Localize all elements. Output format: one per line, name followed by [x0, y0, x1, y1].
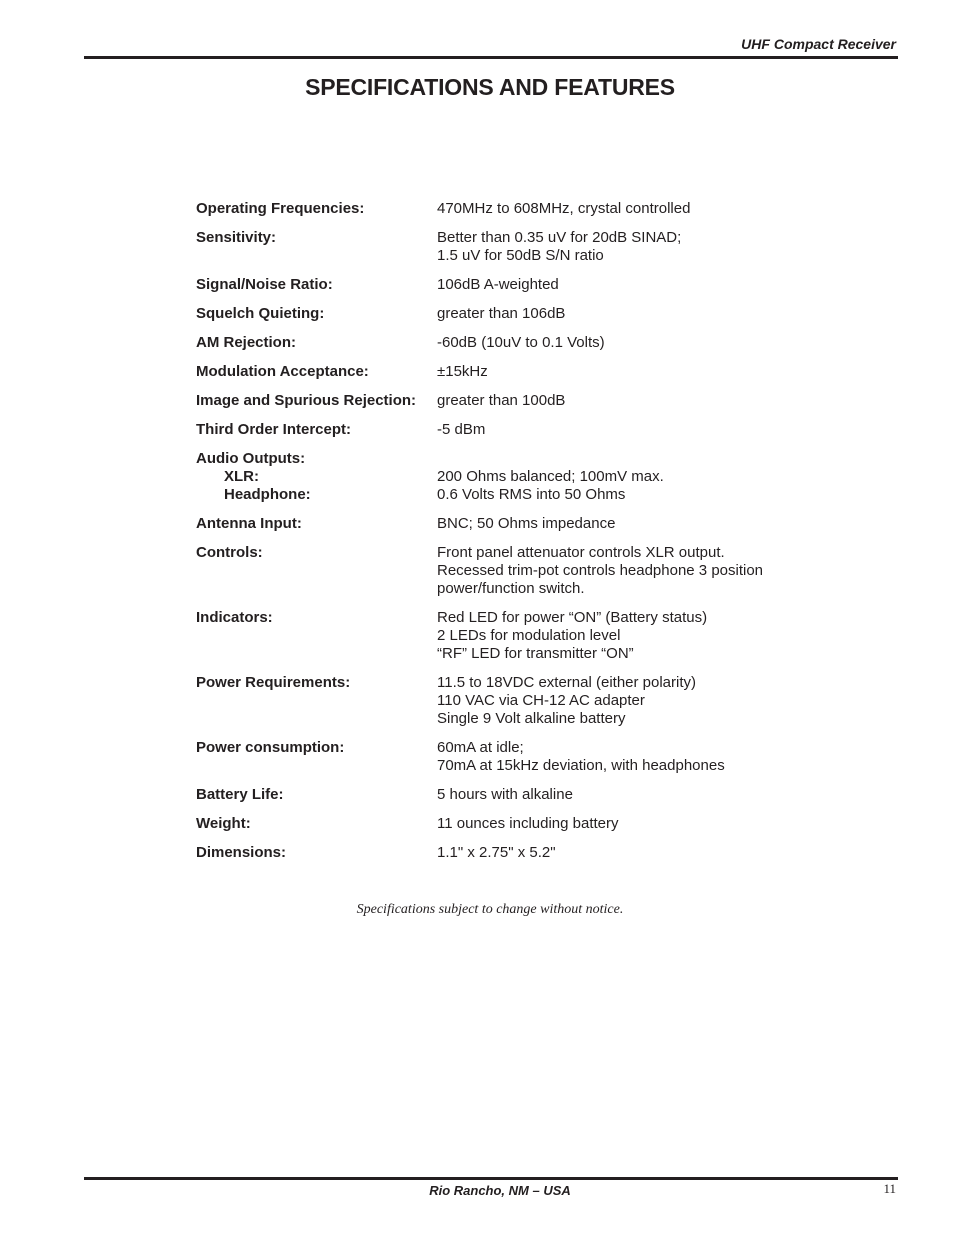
- spec-value: [437, 786, 816, 804]
- spec-value-line: 5 hours with alkaline: [437, 786, 573, 803]
- spec-row-signal-noise: [196, 276, 816, 294]
- spec-row-controls: [196, 544, 816, 598]
- footer-location: Rio Rancho, NM – USA: [429, 1183, 571, 1198]
- header-rule: [84, 56, 898, 59]
- page-number: 11: [883, 1181, 896, 1196]
- spec-row-power-requirements: [196, 674, 816, 728]
- xlr-value: 200 Ohms balanced; 100mV max.: [437, 468, 664, 485]
- spec-value-line: power/function switch.: [437, 580, 585, 597]
- spec-value: [437, 815, 816, 833]
- spec-label: Image and Spurious Rejection:: [196, 392, 417, 409]
- spec-label: Third Order Intercept:: [196, 421, 352, 438]
- spec-value-line: Recessed trim-pot controls headphone 3 position: [437, 562, 764, 579]
- spec-row-audio-outputs: [196, 450, 816, 504]
- spec-label: Power consumption:: [196, 739, 345, 756]
- spec-row-operating-frequencies: [196, 200, 816, 218]
- spec-value: [437, 229, 816, 265]
- spec-label: Sensitivity:: [196, 229, 277, 246]
- spec-label: AM Rejection:: [196, 334, 297, 351]
- spec-row-sensitivity: [196, 229, 816, 265]
- spec-row-third-order: [196, 421, 816, 439]
- spec-value: [437, 544, 816, 598]
- spec-value-line: Single 9 Volt alkaline battery: [437, 710, 626, 727]
- spec-value-line: -5 dBm: [437, 421, 486, 438]
- spec-value: [437, 674, 816, 728]
- spec-row-modulation: [196, 363, 816, 381]
- spec-label: [196, 450, 437, 504]
- spec-row-antenna: [196, 515, 816, 533]
- spec-row-am-rejection: [196, 334, 816, 352]
- spec-value-line: 1.1" x 2.75" x 5.2": [437, 844, 556, 861]
- spec-value: [437, 392, 816, 410]
- spec-value: [437, 739, 816, 775]
- spec-row-squelch: [196, 305, 816, 323]
- spec-label: Battery Life:: [196, 786, 284, 803]
- spec-label: Controls:: [196, 544, 263, 561]
- spec-value: [437, 334, 816, 352]
- spec-value: [437, 844, 816, 862]
- spec-label: Operating Frequencies:: [196, 200, 365, 217]
- spec-value-line: -60dB (10uV to 0.1 Volts): [437, 334, 605, 351]
- spec-value-line: 11 ounces including battery: [437, 815, 619, 832]
- spec-value-line: 470MHz to 608MHz, crystal controlled: [437, 200, 691, 217]
- spec-value-line: Better than 0.35 uV for 20dB SINAD;: [437, 229, 682, 246]
- spec-row-power-consumption: [196, 739, 816, 775]
- headphone-value: 0.6 Volts RMS into 50 Ohms: [437, 486, 626, 503]
- spec-value: [437, 609, 816, 663]
- footer-rule: [84, 1177, 898, 1180]
- running-header: UHF Compact Receiver: [741, 36, 896, 52]
- spec-row-weight: [196, 815, 816, 833]
- page-title: SPECIFICATIONS AND FEATURES: [305, 74, 675, 100]
- spec-label: Antenna Input:: [196, 515, 302, 532]
- spec-value: [437, 450, 816, 504]
- spec-label: Weight:: [196, 815, 251, 832]
- spec-value-line: 11.5 to 18VDC external (either polarity): [437, 674, 697, 691]
- spec-label: Indicators:: [196, 609, 273, 626]
- specifications-table: [196, 200, 816, 873]
- spec-value: [437, 421, 816, 439]
- spec-label: Power Requirements:: [196, 674, 351, 691]
- spec-value-line: Red LED for power “ON” (Battery status): [437, 609, 708, 626]
- spec-value-line: greater than 100dB: [437, 392, 566, 409]
- spec-row-image-rejection: [196, 392, 816, 410]
- headphone-label: Headphone:: [224, 486, 311, 503]
- spec-value-line: 110 VAC via CH-12 AC adapter: [437, 692, 645, 709]
- spec-label: Signal/Noise Ratio:: [196, 276, 333, 293]
- change-notice: Specifications subject to change without notice.: [356, 902, 624, 917]
- spec-value: [437, 515, 816, 533]
- spec-value-line: 2 LEDs for modulation level: [437, 627, 621, 644]
- spec-value-spacer: [437, 450, 816, 468]
- spec-value-line: 1.5 uV for 50dB S/N ratio: [437, 247, 604, 264]
- spec-value-line: ±15kHz: [437, 363, 488, 380]
- spec-value: [437, 363, 816, 381]
- spec-label: Dimensions:: [196, 844, 287, 861]
- spec-row-indicators: [196, 609, 816, 663]
- spec-value-line: 106dB A-weighted: [437, 276, 559, 293]
- spec-row-dimensions: [196, 844, 816, 862]
- spec-value-line: Front panel attenuator controls XLR output.: [437, 544, 725, 561]
- audio-outputs-label: Audio Outputs:: [196, 450, 306, 467]
- spec-row-battery-life: [196, 786, 816, 804]
- spec-value-line: BNC; 50 Ohms impedance: [437, 515, 616, 532]
- spec-label: Squelch Quieting:: [196, 305, 325, 322]
- spec-value: [437, 200, 816, 218]
- spec-value: [437, 276, 816, 294]
- spec-value-line: 60mA at idle;: [437, 739, 524, 756]
- spec-value: [437, 305, 816, 323]
- spec-value-line: greater than 106dB: [437, 305, 566, 322]
- spec-value-line: “RF” LED for transmitter “ON”: [437, 645, 634, 662]
- xlr-label: XLR:: [224, 468, 259, 485]
- spec-value-line: 70mA at 15kHz deviation, with headphones: [437, 757, 725, 774]
- spec-label: Modulation Acceptance:: [196, 363, 369, 380]
